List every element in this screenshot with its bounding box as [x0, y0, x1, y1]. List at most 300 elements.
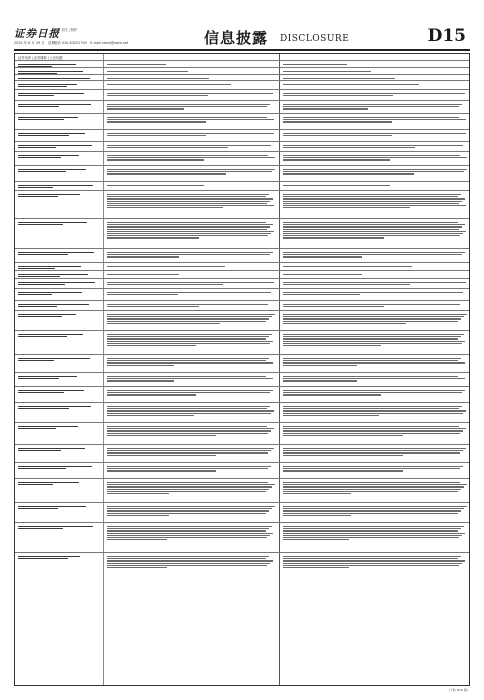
- text-line: [107, 323, 220, 324]
- text-line: [283, 171, 464, 172]
- text-line: [107, 452, 268, 453]
- text-line: [283, 365, 357, 366]
- text-line: [283, 415, 379, 416]
- text-line: [107, 539, 167, 540]
- text-line: [107, 408, 267, 409]
- text-line: [283, 252, 465, 253]
- text-line: [283, 358, 461, 359]
- company-name-cell: [18, 281, 100, 286]
- text-line: [107, 486, 272, 487]
- text-line: [283, 489, 461, 490]
- text-line: [283, 484, 467, 485]
- announcement-cell-right: [283, 425, 467, 437]
- text-line: [107, 205, 274, 206]
- text-line: [18, 316, 62, 317]
- text-line: [107, 510, 269, 511]
- text-line: [107, 484, 275, 485]
- announcement-cell-right: [283, 265, 467, 268]
- announcement-cell-left: [107, 184, 275, 187]
- table-row: [15, 270, 469, 278]
- text-line: [283, 362, 465, 363]
- text-line: [107, 196, 266, 197]
- company-name-cell: [18, 168, 100, 173]
- announcement-cell-right: [283, 389, 467, 397]
- text-line: [107, 316, 272, 317]
- text-line: [18, 406, 91, 407]
- text-line: [18, 222, 87, 223]
- text-line: [283, 235, 460, 236]
- text-line: [107, 390, 273, 391]
- text-line: [107, 104, 270, 105]
- section-title-english: DISCLOSURE: [280, 34, 350, 44]
- announcement-cell-left: [107, 447, 275, 457]
- text-line: [283, 535, 462, 536]
- text-line: [107, 435, 216, 436]
- text-line: [283, 556, 461, 557]
- table-row: [15, 288, 469, 300]
- table-row: [15, 100, 469, 113]
- text-line: [18, 196, 58, 197]
- text-line: [18, 426, 78, 427]
- company-name-cell: [18, 525, 100, 530]
- text-line: [107, 201, 270, 202]
- text-line: [283, 284, 410, 285]
- text-line: [18, 292, 82, 293]
- company-name-cell: [18, 103, 100, 108]
- announcement-cell-right: [283, 144, 467, 149]
- text-line: [283, 203, 459, 204]
- announcement-cell-right: [283, 291, 467, 296]
- text-line: [283, 336, 461, 337]
- text-line: [283, 196, 458, 197]
- text-line: [107, 515, 169, 516]
- text-line: [107, 155, 268, 156]
- text-line: [283, 254, 462, 255]
- announcement-cell-right: [283, 92, 467, 97]
- text-line: [18, 147, 56, 148]
- text-line: [283, 486, 464, 487]
- text-line: [283, 408, 459, 409]
- text-line: [18, 468, 66, 469]
- text-line: [283, 314, 467, 315]
- text-line: [283, 430, 463, 431]
- announcement-cell-right: [283, 555, 467, 569]
- text-line: [107, 226, 270, 227]
- company-name-cell: [18, 505, 100, 510]
- text-line: [107, 343, 270, 344]
- text-line: [107, 482, 268, 483]
- text-line: [18, 171, 66, 172]
- text-line: [107, 194, 269, 195]
- announcement-cell-right: [283, 103, 467, 111]
- announcement-cell-left: [107, 144, 275, 149]
- text-line: [107, 508, 272, 509]
- text-line: [18, 106, 59, 107]
- text-line: [283, 565, 459, 566]
- announcement-cell-right: [283, 273, 467, 276]
- announcement-cell-left: [107, 116, 275, 124]
- text-line: [18, 185, 93, 186]
- text-line: [283, 157, 467, 158]
- text-line: [107, 535, 270, 536]
- text-line: [107, 207, 223, 208]
- text-line: [18, 157, 61, 158]
- company-name-cell: [18, 481, 100, 486]
- text-line: [107, 560, 273, 561]
- text-line: [107, 489, 269, 490]
- announcement-cell-left: [107, 70, 275, 73]
- table-row: [15, 129, 469, 141]
- table-row: [15, 402, 469, 422]
- company-name-cell: [18, 333, 100, 338]
- text-line: [18, 64, 76, 65]
- announcement-cell-left: [107, 465, 275, 473]
- text-line: [283, 155, 460, 156]
- text-line: [283, 108, 368, 109]
- announcement-cell-right: [283, 193, 467, 209]
- text-line: [18, 145, 92, 146]
- text-line: [18, 360, 54, 361]
- text-line: [283, 338, 458, 339]
- text-line: [283, 229, 459, 230]
- company-name-cell: [18, 116, 100, 121]
- text-line: [283, 560, 465, 561]
- text-line: [18, 95, 54, 96]
- company-name-cell: [18, 389, 100, 394]
- text-line: [283, 173, 414, 174]
- text-line: [18, 224, 63, 225]
- table-row: [15, 522, 469, 552]
- text-line: [283, 318, 461, 319]
- text-line: [107, 491, 266, 492]
- text-line: [107, 413, 271, 414]
- text-line: [283, 207, 410, 208]
- announcement-cell-right: [283, 168, 467, 176]
- text-line: [283, 506, 467, 507]
- announcement-cell-right: [283, 333, 467, 347]
- company-name-cell: [18, 465, 100, 470]
- announcement-cell-left: [107, 265, 275, 268]
- masthead: [14, 26, 470, 48]
- table-row: [15, 218, 469, 248]
- text-line: [283, 343, 462, 344]
- table-row: [15, 330, 469, 354]
- text-line: [107, 117, 267, 118]
- company-name-cell: [18, 313, 100, 318]
- text-line: [107, 93, 273, 94]
- section-title: 信息披露: [204, 29, 269, 47]
- text-line: [18, 428, 56, 429]
- text-line: [283, 508, 464, 509]
- text-line: [283, 205, 466, 206]
- text-line: [283, 410, 466, 411]
- text-line: [18, 86, 67, 87]
- text-line: [283, 224, 465, 225]
- text-line: [283, 452, 460, 453]
- company-name-cell: [18, 357, 100, 362]
- contact-line: 电话 010-83251700 E-mail zmzx@zqrb.net: [54, 41, 129, 45]
- announcement-cell-right: [283, 132, 467, 137]
- text-line: [107, 145, 271, 146]
- text-line: [18, 252, 94, 253]
- table-row: [15, 60, 469, 67]
- text-line: [107, 157, 275, 158]
- text-line: [283, 294, 360, 295]
- text-line: [283, 567, 349, 568]
- text-line: [107, 266, 225, 267]
- text-line: [283, 530, 458, 531]
- text-line: [18, 528, 63, 529]
- text-line: [283, 539, 349, 540]
- company-name-cell: [18, 184, 100, 189]
- text-line: [18, 336, 67, 337]
- text-line: [107, 306, 199, 307]
- text-line: [107, 224, 273, 225]
- text-line: [107, 173, 226, 174]
- text-line: [283, 304, 460, 305]
- text-line: [107, 318, 269, 319]
- text-line: [107, 493, 169, 494]
- text-line: [107, 406, 270, 407]
- text-line: [18, 358, 90, 359]
- announcement-cell-right: [283, 63, 467, 66]
- text-line: [18, 71, 83, 72]
- table-row: [15, 310, 469, 330]
- company-name-cell: [18, 251, 100, 256]
- text-line: [283, 274, 362, 275]
- text-line: [283, 526, 464, 527]
- text-line: [283, 222, 458, 223]
- text-line: [283, 169, 467, 170]
- announcement-cell-left: [107, 525, 275, 541]
- announcement-cell-left: [107, 481, 275, 495]
- text-line: [283, 84, 419, 85]
- text-line: [283, 360, 458, 361]
- announcement-cell-left: [107, 555, 275, 569]
- text-line: [107, 133, 274, 134]
- text-line: [283, 316, 464, 317]
- text-line: [18, 284, 65, 285]
- table-header: 证券代码 | 证券简称 | 公告标题: [18, 56, 63, 60]
- text-line: [18, 314, 76, 315]
- text-line: [107, 410, 274, 411]
- text-line: [107, 392, 270, 393]
- text-line: [283, 104, 462, 105]
- company-name-cell: [18, 375, 100, 380]
- text-line: [283, 282, 466, 283]
- announcement-cell-left: [107, 425, 275, 437]
- text-line: [283, 306, 384, 307]
- text-line: [18, 274, 88, 275]
- text-line: [283, 323, 406, 324]
- text-line: [283, 515, 351, 516]
- text-line: [107, 428, 274, 429]
- text-line: [107, 284, 223, 285]
- text-line: [107, 84, 231, 85]
- text-line: [18, 306, 57, 307]
- text-line: [283, 470, 403, 471]
- continuation-note: (下转 D16 版): [448, 688, 468, 692]
- company-name-cell: [18, 555, 100, 560]
- table-row: [15, 151, 469, 165]
- text-line: [283, 106, 459, 107]
- announcement-cell-right: [283, 184, 467, 187]
- text-line: [107, 360, 266, 361]
- table-row: [15, 444, 469, 462]
- announcement-cell-left: [107, 193, 275, 209]
- text-line: [18, 119, 64, 120]
- text-line: [283, 198, 465, 199]
- text-line: [107, 338, 266, 339]
- text-line: [107, 526, 272, 527]
- text-line: [107, 185, 204, 186]
- text-line: [283, 493, 351, 494]
- text-line: [18, 526, 93, 527]
- text-line: [283, 334, 464, 335]
- text-line: [18, 304, 89, 305]
- text-line: [283, 321, 458, 322]
- disclosure-table: [14, 53, 470, 686]
- text-line: [107, 537, 267, 538]
- text-line: [107, 203, 267, 204]
- text-line: [283, 537, 459, 538]
- text-line: [107, 119, 274, 120]
- text-line: [283, 159, 390, 160]
- text-line: [283, 201, 462, 202]
- text-line: [107, 433, 268, 434]
- announcement-cell-right: [283, 447, 467, 457]
- announcement-cell-left: [107, 92, 275, 97]
- announcement-cell-left: [107, 313, 275, 325]
- text-line: [283, 394, 381, 395]
- text-line: [107, 64, 166, 65]
- text-line: [18, 93, 84, 94]
- announcement-cell-right: [283, 465, 467, 473]
- text-line: [283, 121, 392, 122]
- text-line: [107, 450, 271, 451]
- company-name-cell: [18, 193, 100, 198]
- text-line: [18, 448, 85, 449]
- text-line: [107, 159, 204, 160]
- text-line: [107, 292, 271, 293]
- editor-credit: 编辑 刘文 | 制作: [54, 28, 78, 32]
- company-name-cell: [18, 425, 100, 430]
- text-line: [107, 314, 275, 315]
- text-line: [283, 450, 463, 451]
- announcement-cell-right: [283, 405, 467, 417]
- text-line: [283, 378, 465, 379]
- text-line: [107, 147, 228, 148]
- text-line: [283, 231, 466, 232]
- table-row: [15, 181, 469, 190]
- text-line: [107, 321, 266, 322]
- text-line: [283, 341, 465, 342]
- text-line: [107, 470, 216, 471]
- text-line: [283, 93, 465, 94]
- text-line: [107, 466, 271, 467]
- text-line: [283, 413, 463, 414]
- text-line: [283, 558, 458, 559]
- announcement-cell-left: [107, 375, 275, 383]
- text-line: [107, 198, 273, 199]
- text-line: [107, 304, 268, 305]
- text-line: [283, 426, 459, 427]
- text-line: [107, 394, 196, 395]
- text-line: [107, 380, 174, 381]
- text-line: [107, 282, 274, 283]
- announcement-cell-left: [107, 389, 275, 397]
- text-line: [283, 185, 390, 186]
- text-line: [283, 513, 458, 514]
- issue-date: 2020 年 6 月 29 日 星期一: [14, 41, 59, 45]
- text-line: [18, 294, 52, 295]
- text-line: [283, 533, 465, 534]
- table-row: [15, 502, 469, 522]
- text-line: [283, 380, 357, 381]
- text-line: [283, 390, 465, 391]
- text-line: [107, 448, 274, 449]
- text-line: [18, 135, 69, 136]
- announcement-cell-right: [283, 221, 467, 240]
- text-line: [107, 341, 273, 342]
- text-line: [18, 266, 81, 267]
- text-line: [107, 252, 273, 253]
- announcement-cell-left: [107, 132, 275, 137]
- announcement-cell-left: [107, 357, 275, 367]
- announcement-cell-right: [283, 481, 467, 495]
- announcement-cell-right: [283, 281, 467, 286]
- text-line: [18, 117, 78, 118]
- newspaper-logo: 证券日报: [14, 28, 60, 40]
- text-line: [283, 468, 460, 469]
- announcement-cell-left: [107, 291, 275, 296]
- text-line: [283, 145, 463, 146]
- table-row: [15, 113, 469, 129]
- text-line: [283, 482, 460, 483]
- text-line: [18, 508, 58, 509]
- company-name-cell: [18, 83, 100, 88]
- text-line: [107, 426, 267, 427]
- text-line: [107, 567, 167, 568]
- text-line: [283, 428, 466, 429]
- text-line: [283, 147, 415, 148]
- text-line: [283, 95, 393, 96]
- table-row: [15, 165, 469, 181]
- text-line: [107, 455, 216, 456]
- text-line: [283, 194, 461, 195]
- text-line: [107, 169, 275, 170]
- announcement-cell-left: [107, 221, 275, 240]
- text-line: [107, 135, 206, 136]
- text-line: [107, 533, 273, 534]
- text-line: [107, 237, 199, 238]
- text-line: [107, 358, 269, 359]
- text-line: [107, 376, 266, 377]
- text-line: [283, 133, 466, 134]
- text-line: [107, 171, 272, 172]
- announcement-cell-left: [107, 168, 275, 176]
- text-line: [283, 448, 466, 449]
- text-line: [283, 292, 463, 293]
- text-line: [107, 558, 266, 559]
- company-name-cell: [18, 447, 100, 452]
- text-line: [283, 256, 362, 257]
- text-line: [283, 455, 403, 456]
- text-line: [107, 563, 270, 564]
- text-line: [283, 392, 462, 393]
- text-line: [283, 64, 347, 65]
- text-line: [107, 233, 271, 234]
